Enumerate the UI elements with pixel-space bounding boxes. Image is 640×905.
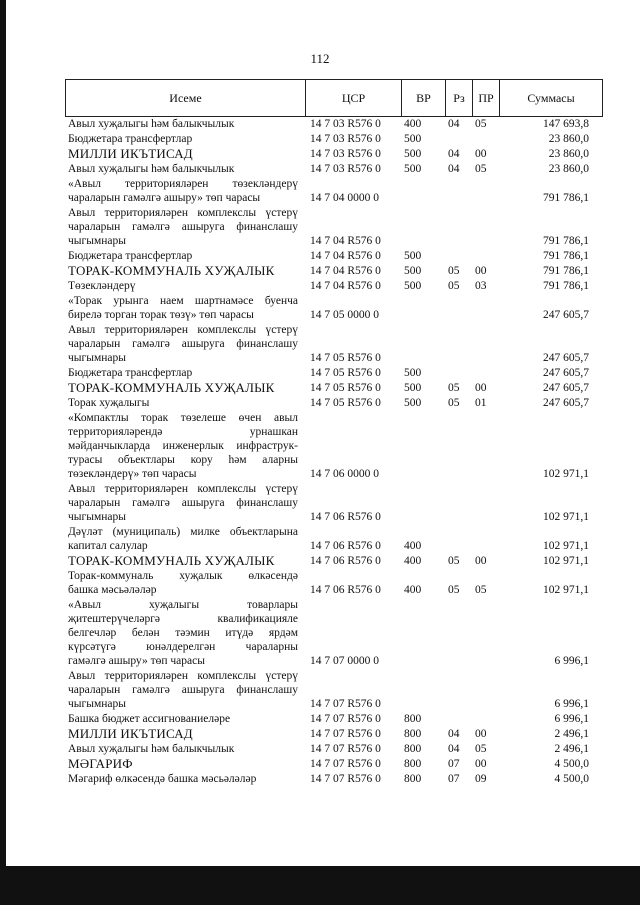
row-pr: 00 (475, 148, 487, 160)
row-name (68, 162, 298, 176)
header-rz: Рз (445, 80, 472, 116)
row-name (68, 264, 298, 278)
row-sum: 2 496,1 (554, 743, 589, 755)
row-name-line: территорияләрендә урнашкан (68, 426, 298, 438)
row-name-line: капитал салулар (68, 540, 148, 552)
row-rz: 05 (448, 265, 460, 277)
row-rz: 05 (448, 555, 460, 567)
row-sum: 791 786,1 (543, 280, 589, 292)
table-row (0, 249, 640, 263)
row-name-line: «Торак урынга наем шартнамәсе буенча (68, 295, 298, 307)
row-sum: 4 500,0 (554, 758, 589, 770)
row-sum: 4 500,0 (554, 773, 589, 785)
row-name-line: белгечләр белән тәэмин итүдә ярдәм (68, 627, 298, 639)
row-name (68, 177, 298, 205)
row-name (68, 117, 298, 131)
row-rz: 05 (448, 382, 460, 394)
row-pr: 05 (475, 118, 487, 130)
row-name (68, 323, 298, 365)
row-sum: 23 860,0 (548, 163, 589, 175)
row-sum: 247 605,7 (543, 309, 589, 321)
row-vr: 800 (404, 773, 422, 785)
row-sum: 23 860,0 (548, 148, 589, 160)
row-name-line: күрсәтүгә юнәлдерелгән чараларны (68, 641, 298, 653)
row-csr: 14 7 04 R576 0 (310, 250, 381, 262)
row-name-line: чараларын гамәлгә ашыруга финанслашу (68, 221, 298, 233)
row-csr: 14 7 07 0000 0 (310, 655, 379, 667)
row-name-line: чыгымнары (68, 352, 126, 364)
row-sum: 102 971,1 (543, 584, 589, 596)
row-name-line: төзекләндерү» төп чарасы (68, 468, 197, 480)
table-row (0, 264, 640, 278)
row-sum: 102 971,1 (543, 468, 589, 480)
row-name-line: чараларын гамәлгә ашыруга финанслашу (68, 497, 298, 509)
table-row (0, 525, 640, 553)
row-sum: 6 996,1 (554, 655, 589, 667)
row-vr: 400 (404, 555, 422, 567)
row-name (68, 294, 298, 322)
row-rz: 05 (448, 584, 460, 596)
row-csr: 14 7 04 R576 0 (310, 280, 381, 292)
row-name (68, 772, 298, 786)
row-vr: 500 (404, 280, 422, 292)
row-pr: 00 (475, 728, 487, 740)
table-row (0, 727, 640, 741)
row-csr: 14 7 06 R576 0 (310, 511, 381, 523)
row-vr: 800 (404, 758, 422, 770)
table-row (0, 117, 640, 131)
row-csr: 14 7 06 0000 0 (310, 468, 379, 480)
row-rz: 07 (448, 758, 460, 770)
row-vr: 500 (404, 382, 422, 394)
header-vr: ВР (401, 80, 445, 116)
row-name-line: чыгымнары (68, 698, 126, 710)
row-csr: 14 7 03 R576 0 (310, 133, 381, 145)
row-sum: 102 971,1 (543, 511, 589, 523)
row-name-line: МИЛЛИ ИКЪТИСАД (68, 146, 193, 161)
row-name-line: ТОРАК-КОММУНАЛЬ ХУҖАЛЫК (68, 553, 275, 568)
header-sum: Суммасы (499, 80, 602, 116)
row-name (68, 132, 298, 146)
row-csr: 14 7 07 R576 0 (310, 743, 381, 755)
table-row (0, 279, 640, 293)
row-sum: 247 605,7 (543, 352, 589, 364)
row-csr: 14 7 03 R576 0 (310, 163, 381, 175)
row-vr: 500 (404, 148, 422, 160)
row-name-line: МӘГАРИФ (68, 756, 133, 771)
row-name-line: Бюджетара трансфертлар (68, 250, 193, 262)
table-row (0, 177, 640, 205)
row-rz: 04 (448, 148, 460, 160)
row-sum: 6 996,1 (554, 698, 589, 710)
row-sum: 23 860,0 (548, 133, 589, 145)
row-vr: 500 (404, 367, 422, 379)
row-name (68, 757, 298, 771)
row-vr: 500 (404, 250, 422, 262)
row-pr: 05 (475, 743, 487, 755)
row-name (68, 727, 298, 741)
row-sum: 102 971,1 (543, 540, 589, 552)
row-csr: 14 7 07 R576 0 (310, 758, 381, 770)
row-name-line: Авыл территорияләрен комплекслы үстерү (68, 483, 298, 495)
row-csr: 14 7 06 R576 0 (310, 540, 381, 552)
table-row (0, 482, 640, 524)
row-name-line: башка мәсьәләләр (68, 584, 157, 596)
row-name-line: Мәгариф өлкәсендә башка мәсьәләләр (68, 773, 257, 785)
row-name-line: гамәлгә ашыру» төп чарасы (68, 655, 205, 667)
row-name-line: Дәүләт (муниципаль) милке объектларына (68, 526, 298, 538)
row-name-line: Төзекләндерү (68, 280, 136, 292)
row-rz: 05 (448, 280, 460, 292)
row-name (68, 712, 298, 726)
row-sum: 791 786,1 (543, 250, 589, 262)
row-csr: 14 7 05 R576 0 (310, 382, 381, 394)
row-vr: 500 (404, 133, 422, 145)
table-row (0, 598, 640, 668)
row-sum: 147 693,8 (543, 118, 589, 130)
row-csr: 14 7 07 R576 0 (310, 773, 381, 785)
row-name-line: мәйданчыкларда инженерлык инфраструк- (68, 440, 298, 452)
row-sum: 6 996,1 (554, 713, 589, 725)
row-name-line: турасы объектлары кору һәм аларны (68, 454, 298, 466)
table-row (0, 162, 640, 176)
row-name (68, 147, 298, 161)
row-vr: 800 (404, 728, 422, 740)
row-csr: 14 7 03 R576 0 (310, 148, 381, 160)
row-name (68, 411, 298, 481)
row-sum: 247 605,7 (543, 382, 589, 394)
header-csr: ЦСР (305, 80, 401, 116)
row-name-line: «Компактлы торак төзелеше өчен авыл (68, 412, 298, 424)
row-csr: 14 7 07 R576 0 (310, 698, 381, 710)
table-row (0, 757, 640, 771)
row-name-line: «Авыл хуҗалыгы товарлары (68, 599, 298, 611)
row-name (68, 381, 298, 395)
row-name-line: «Авыл территорияләрен төзекләндерү (68, 178, 298, 190)
row-pr: 00 (475, 555, 487, 567)
table-row (0, 366, 640, 380)
row-csr: 14 7 03 R576 0 (310, 118, 381, 130)
row-name-line: Башка бюджет ассигнованиеләре (68, 713, 231, 725)
row-csr: 14 7 04 0000 0 (310, 192, 379, 204)
row-rz: 05 (448, 397, 460, 409)
header-pr: ПР (472, 80, 499, 116)
row-name (68, 525, 298, 553)
row-pr: 00 (475, 265, 487, 277)
row-name-line: Бюджетара трансфертлар (68, 133, 193, 145)
row-name (68, 249, 298, 263)
header-name: Исеме (169, 91, 202, 105)
row-name-line: Авыл территорияләрен комплекслы үстерү (68, 324, 298, 336)
row-pr: 00 (475, 758, 487, 770)
table-row (0, 772, 640, 786)
row-name (68, 206, 298, 248)
row-name (68, 279, 298, 293)
row-rz: 04 (448, 743, 460, 755)
row-name-line: чараларын гамәлгә ашыруга финанслашу (68, 684, 298, 696)
row-csr: 14 7 05 0000 0 (310, 309, 379, 321)
row-name-line: МИЛЛИ ИКЪТИСАД (68, 726, 193, 741)
row-name-line: чыгымнары (68, 235, 126, 247)
row-sum: 791 786,1 (543, 192, 589, 204)
row-vr: 400 (404, 540, 422, 552)
row-name (68, 366, 298, 380)
row-name-line: Авыл территорияләрен комплекслы үстерү (68, 670, 298, 682)
row-name-line: Торак хуҗалыгы (68, 397, 150, 409)
row-name (68, 396, 298, 410)
page-number: 112 (310, 51, 330, 66)
row-pr: 05 (475, 163, 487, 175)
row-csr: 14 7 05 R576 0 (310, 352, 381, 364)
row-name-line: чыгымнары (68, 511, 126, 523)
row-pr: 09 (475, 773, 487, 785)
row-csr: 14 7 06 R576 0 (310, 584, 381, 596)
table-row (0, 669, 640, 711)
table-row (0, 132, 640, 146)
row-name (68, 554, 298, 568)
scan-bottom-edge (0, 866, 640, 905)
row-name-line: ТОРАК-КОММУНАЛЬ ХУҖАЛЫК (68, 263, 275, 278)
row-csr: 14 7 04 R576 0 (310, 235, 381, 247)
table-row (0, 323, 640, 365)
row-csr: 14 7 05 R576 0 (310, 367, 381, 379)
row-name-line: Авыл хуҗалыгы һәм балыкчылык (68, 743, 235, 755)
row-csr: 14 7 07 R576 0 (310, 713, 381, 725)
row-name-line: чараларын гамәлгә ашыру» төп чарасы (68, 192, 261, 204)
table-row (0, 712, 640, 726)
row-name-line: Авыл хуҗалыгы һәм балыкчылык (68, 163, 235, 175)
row-sum: 791 786,1 (543, 235, 589, 247)
row-name-line: бирелә торган торак төзү» төп чарасы (68, 309, 254, 321)
row-rz: 07 (448, 773, 460, 785)
row-name (68, 742, 298, 756)
row-rz: 04 (448, 118, 460, 130)
row-sum: 102 971,1 (543, 555, 589, 567)
row-csr: 14 7 04 R576 0 (310, 265, 381, 277)
table-row (0, 206, 640, 248)
row-name-line: Бюджетара трансфертлар (68, 367, 193, 379)
row-pr: 00 (475, 382, 487, 394)
row-name (68, 669, 298, 711)
row-sum: 247 605,7 (543, 367, 589, 379)
table-row (0, 294, 640, 322)
row-vr: 400 (404, 118, 422, 130)
row-vr: 500 (404, 265, 422, 277)
table-row (0, 381, 640, 395)
row-name-line: Авыл хуҗалыгы һәм балыкчылык (68, 118, 235, 130)
row-sum: 2 496,1 (554, 728, 589, 740)
row-name-line: чараларын гамәлгә ашыруга финанслашу (68, 338, 298, 350)
table-row (0, 554, 640, 568)
row-sum: 791 786,1 (543, 265, 589, 277)
table-row (0, 147, 640, 161)
row-rz: 04 (448, 163, 460, 175)
row-vr: 500 (404, 163, 422, 175)
row-sum: 247 605,7 (543, 397, 589, 409)
table-row (0, 742, 640, 756)
row-pr: 05 (475, 584, 487, 596)
row-name-line: ТОРАК-КОММУНАЛЬ ХУҖАЛЫК (68, 380, 275, 395)
row-name-line: җитештерүчеләргә квалификацияле (68, 613, 298, 625)
row-name-line: Авыл территорияләрен комплекслы үстерү (68, 207, 298, 219)
row-name-line: Торак-коммуналь хуҗалык өлкәсендә (68, 570, 298, 582)
table-row (0, 569, 640, 597)
row-pr: 03 (475, 280, 487, 292)
row-name (68, 598, 298, 668)
table-row (0, 411, 640, 481)
row-csr: 14 7 05 R576 0 (310, 397, 381, 409)
row-vr: 400 (404, 584, 422, 596)
row-name (68, 482, 298, 524)
row-rz: 04 (448, 728, 460, 740)
row-csr: 14 7 06 R576 0 (310, 555, 381, 567)
row-pr: 01 (475, 397, 487, 409)
row-vr: 800 (404, 713, 422, 725)
row-csr: 14 7 07 R576 0 (310, 728, 381, 740)
row-vr: 500 (404, 397, 422, 409)
row-vr: 800 (404, 743, 422, 755)
table-row (0, 396, 640, 410)
row-name (68, 569, 298, 597)
